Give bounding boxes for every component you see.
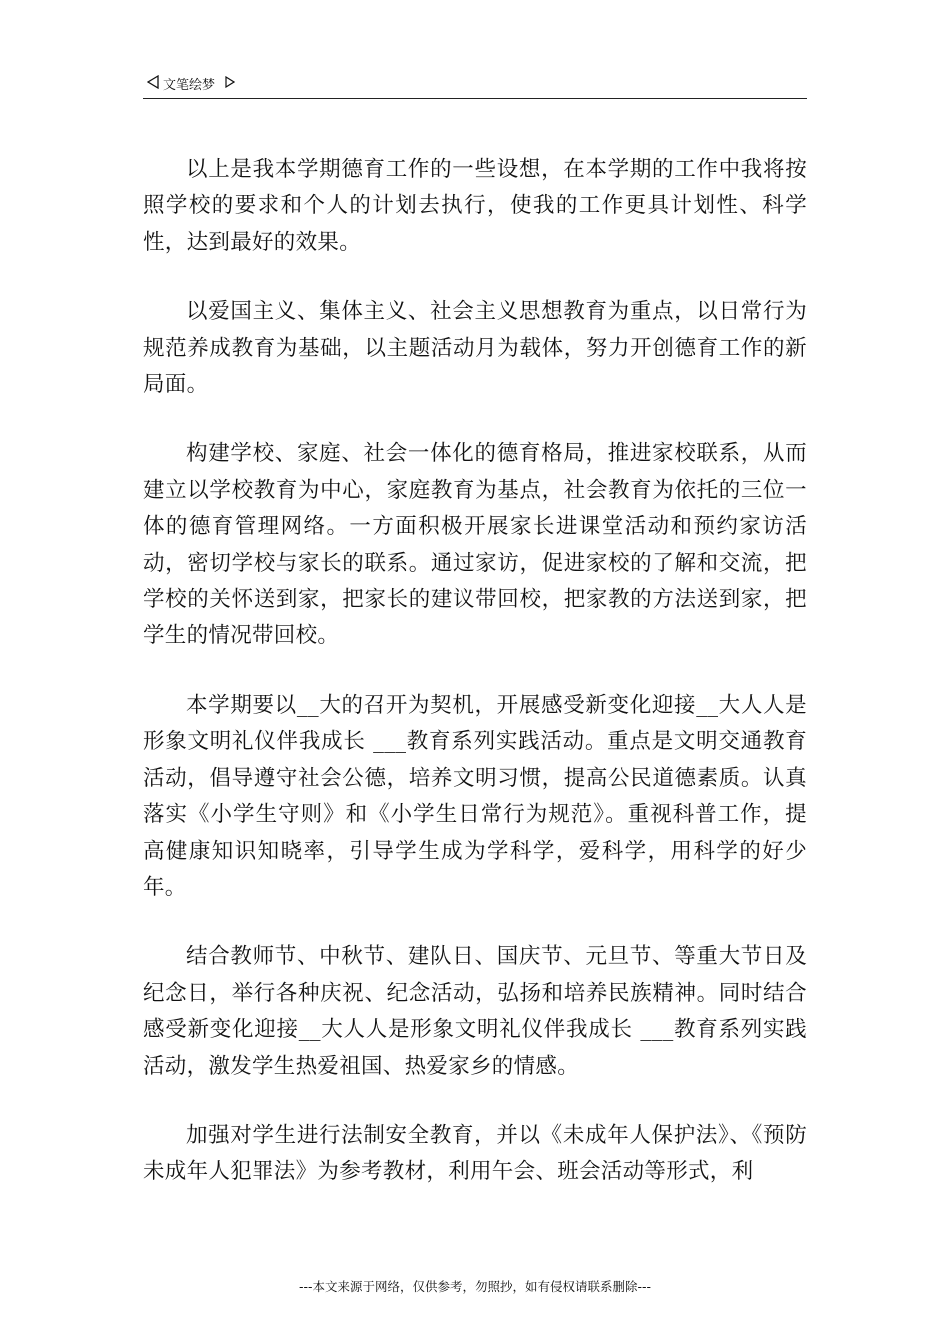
brand-label: 文笔绘梦	[163, 78, 216, 93]
triangle-left-icon	[147, 75, 159, 93]
footer-notice: ---本文来源于网络，仅供参考，勿照抄，如有侵权请联系删除---	[298, 1279, 652, 1294]
triangle-right-icon	[225, 76, 235, 92]
document-body	[143, 152, 807, 1224]
paragraph: 以爱国主义、集体主义、社会主义思想教育为重点，以日常行为规范养成教育为基础，以主题活动月为载体，努力开创德育工作的新局面。	[143, 299, 807, 398]
brand	[143, 74, 239, 93]
paragraph: 结合教师节、中秋节、建队日、国庆节、元旦节、等重大节日及纪念日，举行各种庆祝、纪念活动，弘扬和培养民族精神。同时结合感受新变化迎接__大人人是形象文明礼仪伴我成长 ___教育系列实践活动，激发学生热爱祖国、热爱家乡的情感。	[143, 944, 807, 1079]
paragraph: 本学期要以__大的召开为契机，开展感受新变化迎接__大人人是形象文明礼仪伴我成长 ___教育系列实践活动。重点是文明交通教育活动，倡导遵守社会公德，培养文明习惯，提高公民道德素质。认真落实《小学生守则》和《小学生日常行为规范》。重视科普工作，提高健康知识知晓率，引导学生成为学科学，爱科学，用科学的好少年。	[143, 692, 807, 900]
page-header	[143, 74, 807, 99]
paragraph: 加强对学生进行法制安全教育，并以《未成年人保护法》、《预防未成年人犯罪法》为参考教材，利用午会、班会活动等形式，利	[143, 1122, 807, 1185]
paragraph: 构建学校、家庭、社会一体化的德育格局，推进家校联系，从而建立以学校教育为中心，家庭教育为基点，社会教育为依托的三位一体的德育管理网络。一方面积极开展家长进课堂活动和预约家访活动，密切学校与家长的联系。通过家访，促进家校的了解和交流，把学校的关怀送到家，把家长的建议带回校，把家教的方法送到家，把学生的情况带回校。	[143, 441, 807, 649]
paragraph: 以上是我本学期德育工作的一些设想，在本学期的工作中我将按照学校的要求和个人的计划去执行，使我的工作更具计划性、科学性，达到最好的效果。	[143, 157, 807, 255]
